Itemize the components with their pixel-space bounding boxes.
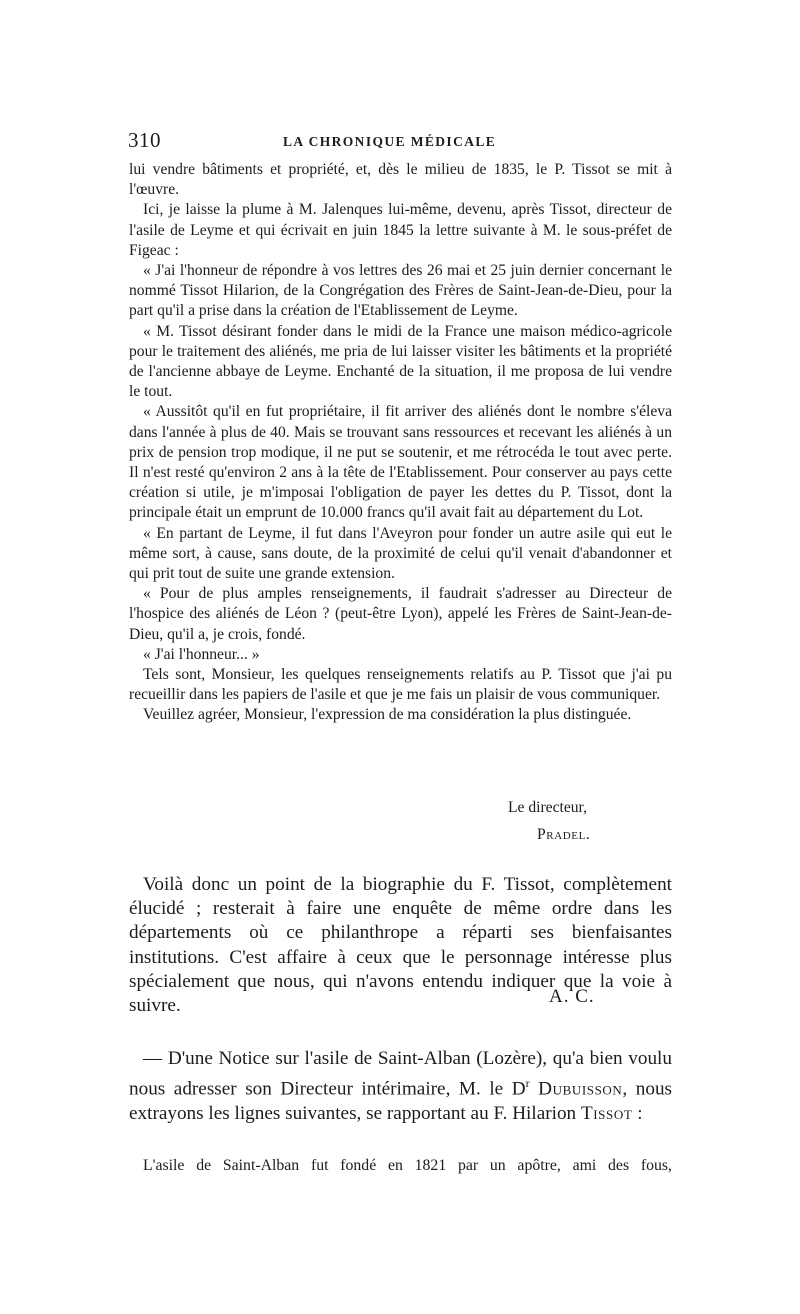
page-header [128, 120, 673, 160]
author-initials: A. C. [549, 986, 595, 1007]
signature-name: Pradel. [537, 826, 591, 843]
paragraph: « Aussitôt qu'il en fut propriétaire, il fit arriver des aliénés dont le nombre s'éleva dans l'année à plus de 40. Mais se trouvant sans ressources et recevant les aliénés à un prix de pension trop modique, il ne put se soutenir, et me rétrocéda le tout avec perte. Il n'est resté qu'environ 2 ans à la tête de l'Etablissement. Pour conserver au pays cette création si utile, je m'imposai l'obligation de payer les dettes du P. Tissot, dont la principale était un emprunt de 10.000 francs qu'il avait fait au département du Lot. [129, 403, 672, 522]
paragraph: Tels sont, Monsieur, les quelques renseignements relatifs au P. Tissot que j'ai pu recueillir dans les papiers de l'asile et que je me fais un plaisir de vous communiquer. [129, 666, 672, 704]
brother-name: Tissot [580, 1102, 633, 1124]
paragraph: « M. Tissot désirant fonder dans le midi de la France une maison médico-agricole pour le traitement des aliénés, me pria de lui laisser visiter les bâtiments et la propriété de l'ancienne abbaye de Leyme. Enchanté de la situation, il me proposa de lui vendre le tout. [129, 322, 672, 401]
notice-text: , nous extrayons les lignes suivantes, se rapportant au F. Hilarion [129, 1078, 673, 1124]
page-number: 310 [128, 128, 161, 152]
letter-section [129, 160, 672, 726]
paragraph: « J'ai l'honneur de répondre à vos lettres des 26 mai et 25 juin dernier concernant le nommé Tissot Hilarion, de la Congrégation des Frères de Saint-Jean-de-Dieu, pour la part qu'il a prise dans la création de l'Etablissement de Leyme. [129, 262, 672, 320]
paragraph [129, 1047, 672, 1126]
quote-start: L'asile de Saint-Alban fut fondé en 1821 par un apôtre, ami des fous, [143, 1157, 672, 1174]
notice-text: — D'une Notice sur l'asile de Saint-Alban (Lozère), qu'a bien voulu nous adresser son Directeur intérimaire, M. le D [129, 1048, 672, 1100]
paragraph: Ici, je laisse la plume à M. Jalenques lui-même, devenu, après Tissot, directeur de l'asile de Leyme et qui écrivait en juin 1845 la lettre suivante à M. le sous-préfet de Figeac : [129, 201, 672, 259]
paragraph: lui vendre bâtiments et propriété, et, dès le milieu de 1835, le P. Tissot se mit à l'œuvre. [129, 161, 672, 199]
signature-title: Le directeur, [508, 799, 588, 816]
notice-text: : [632, 1102, 643, 1124]
doctor-name: Dubuisson [538, 1078, 623, 1100]
paragraph: « J'ai l'honneur... » [143, 645, 260, 663]
paragraph: Veuillez agréer, Monsieur, l'expression de ma considération la plus distinguée. [143, 706, 632, 724]
notice-section [129, 1047, 672, 1126]
paragraph: « Pour de plus amples renseignements, il faudrait s'adresser au Directeur de l'hospice des aliénés de Léon ? (peut-être Lyon), appelé les Frères de Saint-Jean-de-Dieu, qu'il a, je crois, fondé. [129, 585, 672, 643]
paragraph: Voilà donc un point de la biographie du F. Tissot, complètement élucidé ; resterait à faire une enquête de même ordre dans les départements où ce philanthrope a réparti ses bienfaisantes institutions. C'est affaire à ceux que le personnage intéresse plus spécialement que nous, qui n'avons entendu indiquer que la voie à suivre. [129, 874, 672, 1017]
running-title: LA CHRONIQUE MÉDICALE [283, 134, 497, 149]
paragraph: « En partant de Leyme, il fut dans l'Aveyron pour fonder un autre asile qui eut le même sort, à cause, sans doute, de la proximité de celui qu'il venait d'abandonner et qui prit tout de suite une grande extension. [129, 524, 672, 583]
notice-superscript: r [525, 1076, 530, 1091]
